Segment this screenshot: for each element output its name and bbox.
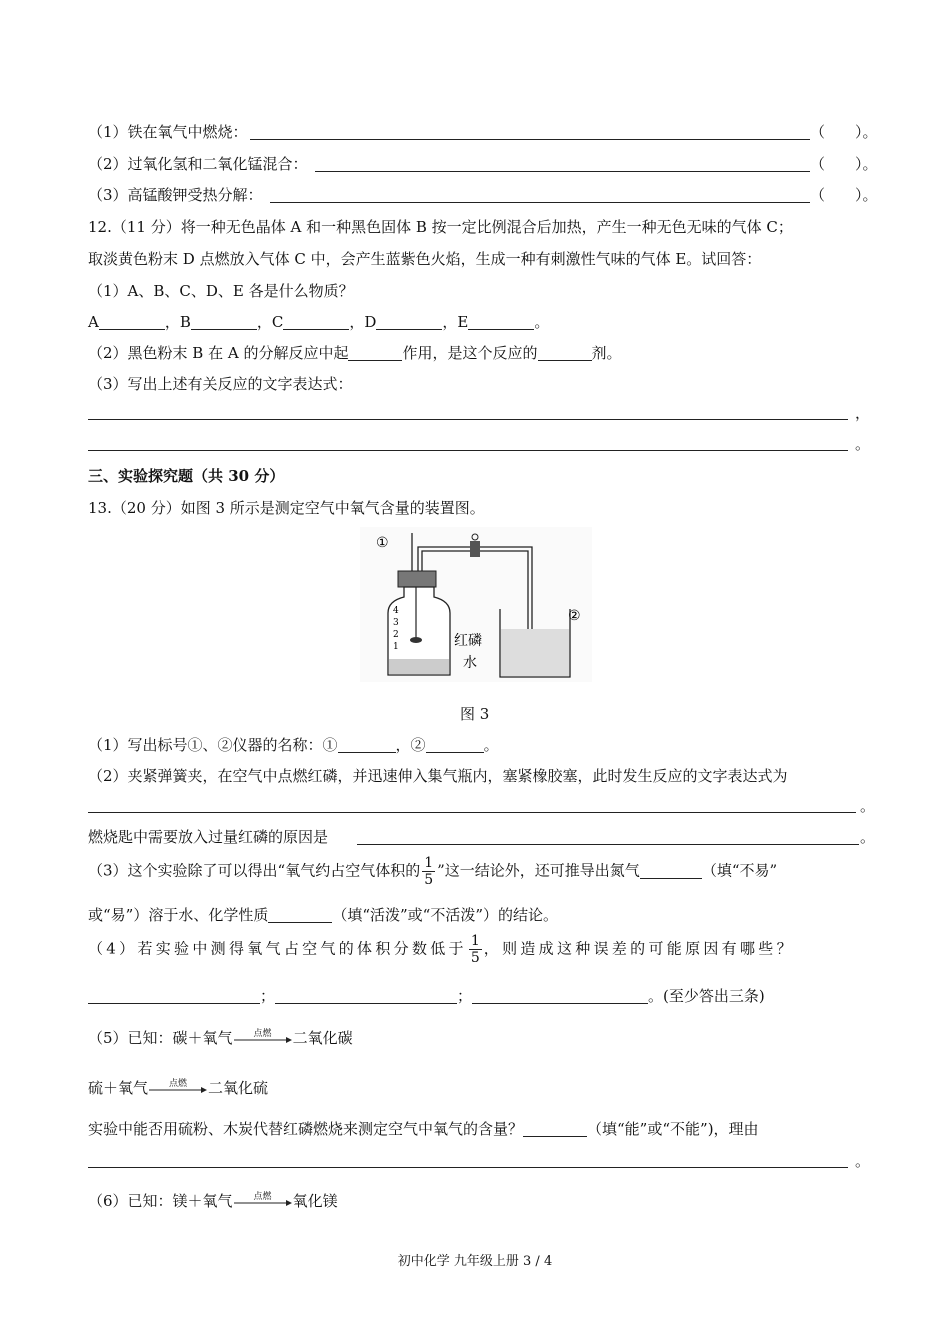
- reaction-arrow: 点燃: [234, 1032, 292, 1046]
- q13-sub2: （2）夹紧弹簧夹，在空气中点燃红磷，并迅速伸入集气瓶内，塞紧橡胶塞，此时发生反应的文字表达式为: [88, 767, 788, 785]
- section-3-heading: 三、实验探究题（共 30 分）: [88, 467, 285, 485]
- q11-part2: （2）过氧化氢和二氧化锰混合：: [88, 155, 308, 173]
- q13-sub4: （4）若实验中测得氧气占空气的体积分数低于 $\frac{1}{5}$ ，则造成这种误差的可能原因有哪些？: [88, 933, 795, 966]
- blank-c[interactable]: [283, 313, 349, 330]
- q11-part1-blank[interactable]: [250, 138, 810, 140]
- catalyst-role-blank[interactable]: [348, 344, 402, 361]
- apparatus-figure: [360, 527, 592, 682]
- label-a: A: [88, 313, 99, 331]
- label-c: ，C: [256, 313, 284, 331]
- catalyst-type-blank[interactable]: [538, 344, 592, 361]
- q13-reason-blank[interactable]: [357, 843, 859, 845]
- period: 。: [534, 313, 550, 331]
- q13-sub5-eq1: （5）已知：碳＋氧气 点燃 二氧化碳: [88, 1029, 353, 1047]
- blank-e[interactable]: [468, 313, 534, 330]
- nitrogen-reactivity-blank[interactable]: [268, 906, 332, 923]
- label-phosphorus: 红磷: [454, 633, 482, 649]
- q13-sub3-cont: 或“易”）溶于水、化学性质 （填“活泼”或“不活泼”）的结论。: [88, 906, 559, 924]
- q12-expression-blank-1[interactable]: [88, 418, 848, 420]
- q12-substances-row: [88, 311, 549, 332]
- q11-part3: （3）高锰酸钾受热分解：: [88, 186, 263, 204]
- apparatus-diagram: [360, 527, 592, 682]
- label-e: ，E: [442, 313, 469, 331]
- q13-stem: 13.（20 分）如图 3 所示是测定空气中氧气含量的装置图。: [88, 499, 485, 517]
- q13-sub3: （3）这个实验除了可以得出“氧气约占空气体积的 $\frac{1}{5}$ ”这一结论外，还可推导出氮气 （填“不易”: [88, 855, 778, 888]
- q12-end-period: 。: [855, 435, 871, 453]
- q13-sub5-reason-blank[interactable]: [88, 1166, 848, 1168]
- scale-4: 4: [393, 606, 399, 616]
- label-water: 水: [463, 655, 477, 671]
- q11-part1-paren[interactable]: （ ）。: [810, 123, 878, 141]
- q12-expression-blank-2[interactable]: [88, 449, 848, 451]
- figure-caption: 图 3: [460, 705, 490, 723]
- nitrogen-solubility-blank[interactable]: [640, 862, 702, 879]
- q12-end-comma: ，: [855, 404, 871, 422]
- q12-sub1: （1）A、B、C、D、E 各是什么物质？: [88, 282, 354, 300]
- q11-part3-paren[interactable]: （ ）。: [810, 186, 878, 204]
- blank-a[interactable]: [99, 313, 165, 330]
- error-reason-1-blank[interactable]: [88, 987, 260, 1004]
- q13-reason-line: 燃烧匙中需要放入过量红磷的原因是: [88, 828, 329, 846]
- mark-1: ①: [376, 535, 389, 551]
- scale-1: 1: [393, 642, 399, 652]
- error-reason-2-blank[interactable]: [275, 987, 457, 1004]
- instrument-1-blank[interactable]: [338, 736, 396, 753]
- instrument-2-blank[interactable]: [426, 736, 484, 753]
- scale-3: 3: [393, 618, 399, 628]
- q13-sub5-question: 实验中能否用硫粉、木炭代替红磷燃烧来测定空气中氧气的含量？ （填“能”或“不能”)，理由: [88, 1120, 759, 1138]
- q13-error-reasons: ； ； 。(至少答出三条): [88, 985, 765, 1006]
- q13-sub5-eq2: 硫＋氧气 点燃 二氧化硫: [88, 1079, 269, 1097]
- label-b: ，B: [164, 313, 191, 331]
- q13-equation-blank[interactable]: [88, 811, 856, 813]
- q12-sub2: （2）黑色粉末 B 在 A 的分解反应中起 作用，是这个反应的 剂。: [88, 344, 622, 362]
- q13-sub6: （6）已知：镁＋氧气 点燃 氧化镁: [88, 1192, 338, 1210]
- q11-part1: （1）铁在氧气中燃烧：: [88, 123, 248, 141]
- blank-d[interactable]: [376, 313, 442, 330]
- substitute-possible-blank[interactable]: [523, 1120, 587, 1137]
- error-reason-3-blank[interactable]: [472, 987, 648, 1004]
- mark-2: ②: [568, 608, 581, 624]
- q12-stem-line1: 12.（11 分）将一种无色晶体 A 和一种黑色固体 B 按一定比例混合后加热，产生一种无色无味的气体 C；: [88, 218, 793, 236]
- q11-part3-blank[interactable]: [270, 201, 810, 203]
- q11-part2-paren[interactable]: （ ）。: [810, 155, 878, 173]
- reaction-arrow: 点燃: [149, 1082, 207, 1096]
- q12-sub3: （3）写出上述有关反应的文字表达式：: [88, 375, 353, 393]
- label-d: ，D: [349, 313, 377, 331]
- page-footer: 初中化学 九年级上册 3 / 4: [397, 1254, 553, 1269]
- q13-sub1: （1）写出标号①、②仪器的名称：① ，② 。: [88, 736, 499, 754]
- scale-2: 2: [393, 630, 399, 640]
- reaction-arrow: 点燃: [234, 1195, 292, 1209]
- fraction-one-fifth: $\frac{1}{5}$: [424, 855, 434, 888]
- blank-b[interactable]: [191, 313, 257, 330]
- q13-reason-end: 。: [860, 828, 876, 846]
- q13-equation-end: 。: [860, 797, 876, 815]
- q12-stem-line2: 取淡黄色粉末 D 点燃放入气体 C 中，会产生蓝紫色火焰，生成一种有刺激性气味的气体 E。试回答：: [88, 250, 762, 268]
- q11-part2-blank[interactable]: [315, 170, 810, 172]
- q13-sub5-end: 。: [855, 1152, 871, 1170]
- fraction-one-fifth-2: $\frac{1}{5}$: [470, 933, 480, 966]
